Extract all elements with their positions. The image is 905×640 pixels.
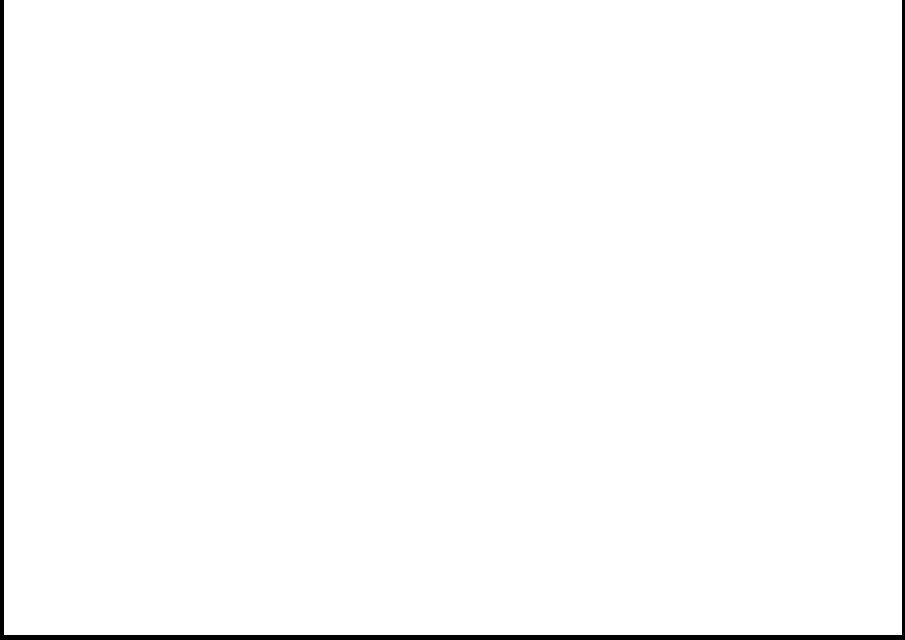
scan-border-left	[0, 0, 4, 640]
scan-border-bottom	[0, 635, 905, 640]
